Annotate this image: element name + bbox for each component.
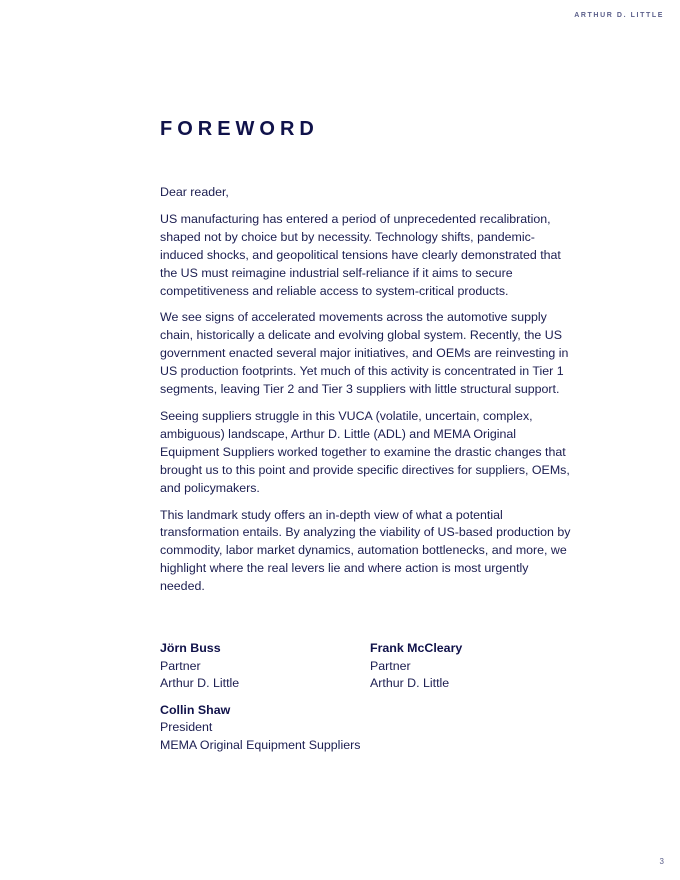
- page-title: FOREWORD: [160, 118, 319, 140]
- paragraph-3: Seeing suppliers struggle in this VUCA (volatile, uncertain, complex, ambiguous) landscape, Arthur D. Little (ADL) and MEMA Original Equipment Suppliers worked together to examine the drastic changes that brought us to this point and provide specific directives for suppliers, OEMs, and policymakers.: [160, 408, 570, 495]
- signatory-role: President: [160, 720, 213, 734]
- signatory-name: Collin Shaw: [160, 702, 231, 717]
- signatory-name: Frank McCleary: [370, 641, 463, 655]
- signatory-1: [160, 640, 370, 693]
- signatory-org: MEMA Original Equipment Suppliers: [160, 737, 361, 752]
- paragraph-4: This landmark study offers an in-depth view of what a potential transformation entails. By analyzing the viability of US-based production by commodity, labor market dynamics, automation bottlenecks, and more, we highlight where the real levers lie and where action is most urgently needed.: [160, 507, 571, 594]
- paragraph-2: We see signs of accelerated movements across the automotive supply chain, historically a delicate and evolving global system. Recently, the US government enacted several major initiatives, and OEMs are reinvesting in US production footprints. Yet much of this activity is concentrated in Tier 1 segments, leaving Tier 2 and Tier 3 suppliers with little structural support.: [160, 310, 569, 397]
- signatory-name: Jörn Buss: [160, 641, 221, 655]
- signature-row-1: [160, 640, 580, 702]
- page-number: 3: [659, 857, 664, 866]
- signatory-org: Arthur D. Little: [370, 676, 450, 690]
- signatory-role: Partner: [370, 658, 411, 673]
- header-brand: ARTHUR D. LITTLE: [574, 12, 664, 19]
- signatory-org: Arthur D. Little: [160, 676, 240, 690]
- paragraph-1: US manufacturing has entered a period of unprecedented recalibration, shaped not by choice but by necessity. Technology shifts, pandemic-induced shocks, and geopolitical tensions have clearly demonstrated that the US must reimagine industrial self-reliance if it aims to secure competitiveness and reliable access to system-critical products.: [160, 211, 561, 298]
- signatory-3: [160, 702, 400, 755]
- salutation: Dear reader,: [160, 185, 229, 199]
- signature-block: [160, 640, 580, 763]
- signatory-2: [370, 640, 580, 693]
- foreword-body: [160, 184, 572, 605]
- signature-row-2: [160, 702, 580, 764]
- signatory-role: Partner: [160, 658, 201, 673]
